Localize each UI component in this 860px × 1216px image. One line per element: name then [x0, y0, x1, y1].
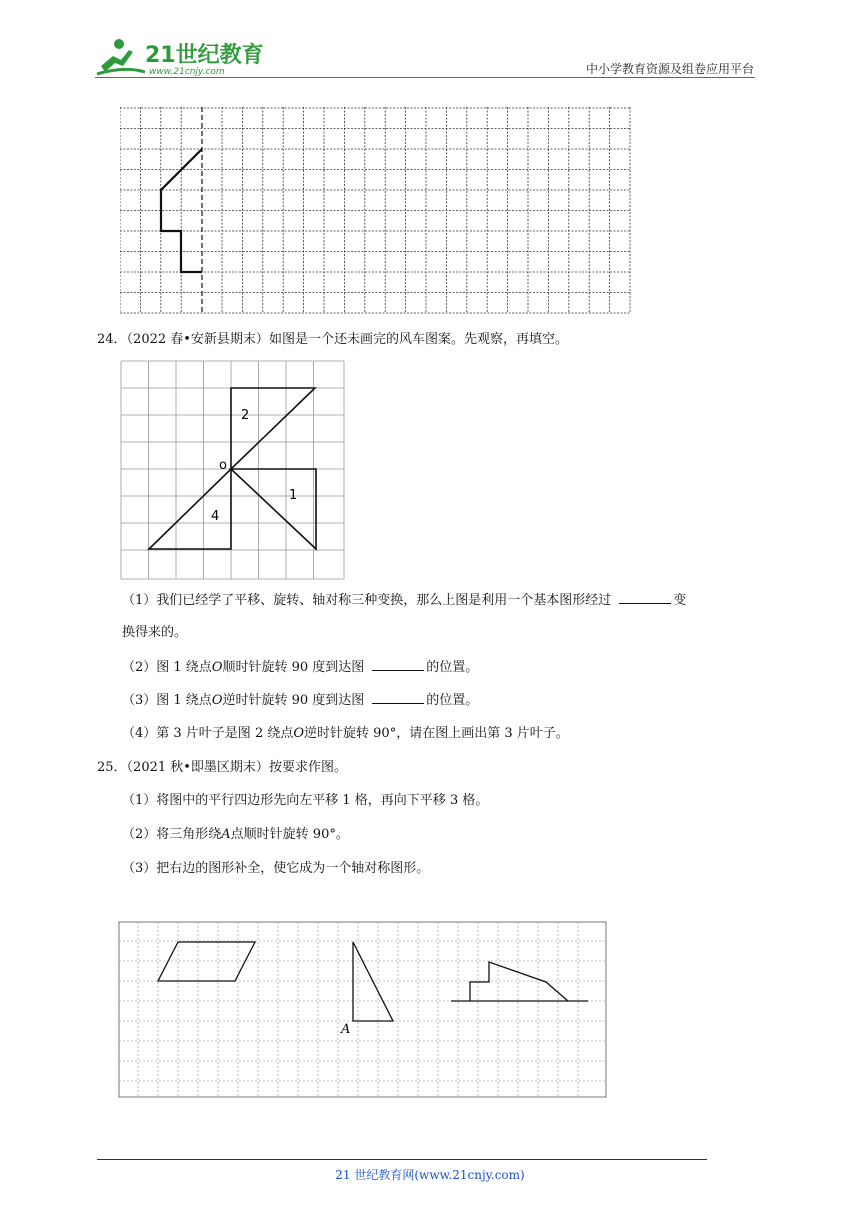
windmill-figure — [120, 360, 346, 586]
q24-sub4-text-end: 逆时针旋转 90°，请在图上画出第 3 片叶子。 — [304, 726, 569, 741]
q24-sub1-line2: 换得来的。 — [122, 625, 188, 640]
q24-title — [97, 331, 568, 349]
q24-sub1-text: （1）我们已经学了平移、旋转、轴对称三种变换，那么上图是利用一个基本图形经过 — [122, 593, 612, 608]
q24-sub1-text-end: 变 — [673, 593, 687, 608]
q25-sub2-point: A — [221, 827, 231, 842]
q25-grid-figure — [118, 921, 610, 1105]
q25-sub3: （3）把右边的图形补全，使它成为一个轴对称图形。 — [122, 861, 430, 876]
leaf-1-label: 1 — [289, 488, 298, 503]
footer-text: 21 世纪教育网(www.21cnjy.com) — [335, 1168, 525, 1182]
q25-number: 25． — [97, 760, 127, 775]
site-logo — [95, 36, 265, 80]
header-divider — [95, 77, 755, 78]
q24-sub2-point: O — [211, 660, 223, 675]
q24-sub4 — [122, 725, 569, 743]
leaf-2-label: 2 — [241, 408, 250, 423]
q24-sub4-text: （4）第 3 片叶子是图 2 绕点 — [122, 726, 294, 741]
q24-sub1-blank[interactable] — [619, 591, 671, 604]
q25-sub1: （1）将图中的平行四边形先向左平移 1 格，再向下平移 3 格。 — [122, 793, 489, 808]
q24-source: （2022 春•安新县期末） — [126, 332, 269, 347]
leaf-4-label: 4 — [211, 509, 220, 524]
q24-stem: 如图是一个还未画完的风车图案。先观察，再填空。 — [268, 332, 568, 347]
q25-title — [97, 759, 347, 777]
footer-divider — [97, 1159, 707, 1160]
logo-text: 21世纪教育 — [145, 43, 264, 68]
q24-sub2 — [122, 658, 478, 677]
q25-sub2 — [122, 826, 349, 844]
q25-sub2-text: （2）将三角形绕 — [122, 827, 222, 842]
runner-icon — [97, 39, 145, 74]
q24-sub3-text-mid: 逆时针旋转 90 度到达图 — [222, 693, 365, 708]
logo-url: www.21cnjy.com — [149, 67, 225, 77]
q25-stem: 按要求作图。 — [268, 760, 347, 775]
q24-sub2-text: （2）图 1 绕点 — [122, 660, 212, 675]
point-o-label: o — [219, 458, 227, 473]
q24-sub2-text-mid: 顺时针旋转 90 度到达图 — [222, 660, 365, 675]
q25-sub2-text-end: 点顺时针旋转 90°。 — [230, 827, 349, 842]
q24-sub3 — [122, 691, 478, 710]
q24-number: 24． — [97, 332, 127, 347]
q24-sub4-point: O — [293, 726, 305, 741]
q24-sub3-text-end: 的位置。 — [426, 693, 479, 708]
q25-source: （2021 秋•即墨区期末） — [126, 760, 269, 775]
q24-sub1-line1 — [122, 591, 686, 610]
q24-sub3-text: （3）图 1 绕点 — [122, 693, 212, 708]
header-slogan: 中小学教育资源及组卷应用平台 — [585, 62, 754, 76]
q24-sub2-text-end: 的位置。 — [426, 660, 479, 675]
q24-sub3-point: O — [211, 693, 223, 708]
point-a-label: A — [341, 1022, 351, 1037]
q24-sub3-blank[interactable] — [372, 691, 424, 704]
q23-grid-figure — [120, 107, 635, 319]
q24-sub2-blank[interactable] — [372, 658, 424, 671]
